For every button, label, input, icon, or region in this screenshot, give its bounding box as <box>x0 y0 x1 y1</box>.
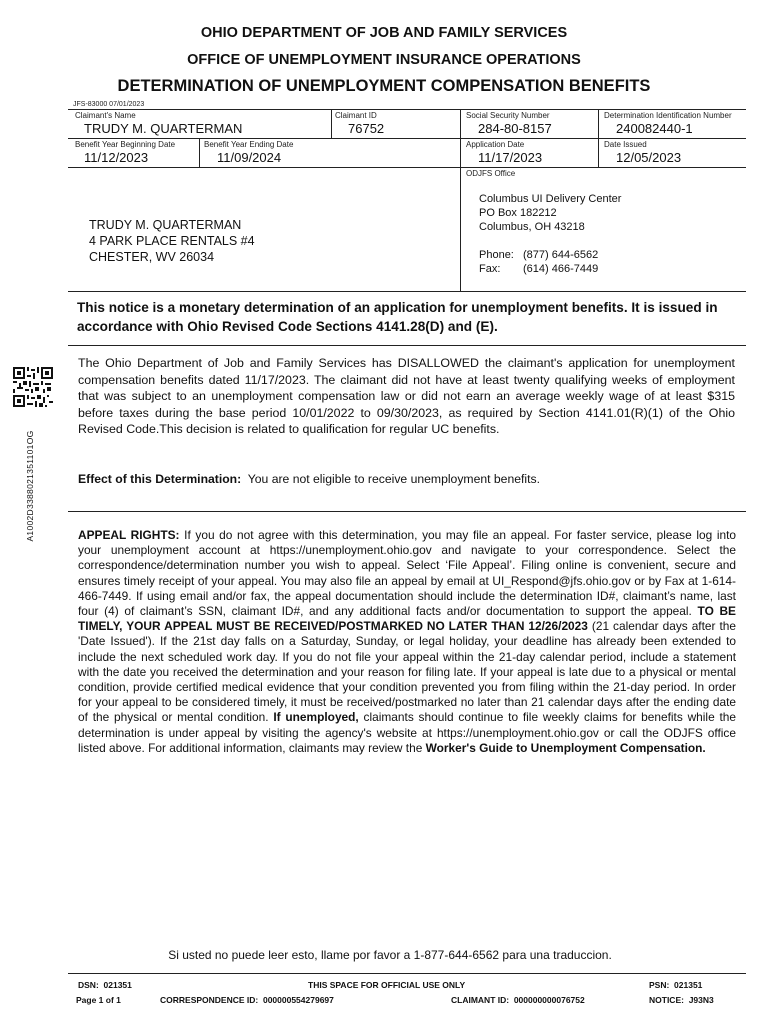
notice-statement: This notice is a monetary determination of an application for unemployment benefits. It is issued in accordance with Ohio Revised Code Sections 4141.28(D) and (E). <box>77 300 718 334</box>
official-use-note: THIS SPACE FOR OFFICIAL USE ONLY <box>308 980 466 990</box>
phone-label: Phone: <box>479 249 514 261</box>
barcode-text: A1002D3388021351101OG <box>25 430 35 542</box>
footer-divider <box>68 973 746 974</box>
determination-paragraph: The Ohio Department of Job and Family Services has DISALLOWED the claimant's application for unemployment compensation benefits dated 11/17/2023. The claimant did not have at least twenty qualifying weeks of employment that was subject to an unemployment compensation law or did not earn an average weekly wage of at least $315 before taxes during the base period 10/01/2022 to 09/30/2023, as required by Section 4141.01(R)(1) of the Ohio Revised Code.This decision is related to qualification for regular UC benefits. <box>78 356 735 436</box>
effect-statement <box>78 472 540 486</box>
spanish-translation-note: Si usted no puede leer esto, llame por favor a 1-877-644-6562 para una traduccion. <box>168 948 612 962</box>
section-divider <box>68 345 746 346</box>
correspondence-id <box>160 995 334 1005</box>
notice-code-label: NOTICE: <box>649 995 684 1005</box>
footer-claimant-id-value: 000000000076752 <box>513 995 585 1005</box>
grid-line-row3 <box>68 167 746 168</box>
phone-number: (877) 644-6562 <box>523 249 599 261</box>
determination-id-label: Determination Identification Number <box>604 111 732 120</box>
claimant-name: TRUDY M. QUARTERMAN <box>84 121 243 136</box>
claimant-name-label: Claimant's Name <box>75 111 136 120</box>
appeal-text: claimants should continue to file weekly claims for benefits while the determination is under appeal by visiting the agency's website at https://unemployment.ohio.gov or call the ODJFS office listed above. For additional information, claimants may review the <box>78 710 737 755</box>
grid-line-bottom <box>68 291 746 292</box>
application-date-label: Application Date <box>466 140 525 149</box>
effect-text: You are not eligible to receive unemployment benefits. <box>247 472 540 486</box>
footer-claimant-id <box>451 995 585 1005</box>
grid-line-top <box>68 109 746 110</box>
page-number: Page 1 of 1 <box>76 995 121 1005</box>
effect-label: Effect of this Determination: <box>78 472 242 486</box>
office-line: Columbus, OH 43218 <box>479 221 585 233</box>
dsn-label: DSN: <box>78 980 99 990</box>
benefit-year-begin-label: Benefit Year Beginning Date <box>75 140 176 149</box>
address-line: CHESTER, WV 26034 <box>89 250 215 264</box>
mailing-address <box>89 217 255 265</box>
grid-divider <box>331 109 332 138</box>
ssn-label: Social Security Number <box>466 111 550 120</box>
dsn <box>78 980 132 990</box>
date-issued: 12/05/2023 <box>616 150 682 165</box>
form-id: JFS-83000 07/01/2023 <box>73 101 145 108</box>
date-issued-label: Date Issued <box>604 140 647 149</box>
footer-claimant-id-label: CLAIMANT ID: <box>451 995 510 1005</box>
appeal-title: APPEAL RIGHTS: <box>78 528 180 542</box>
application-date: 11/17/2023 <box>478 150 543 165</box>
correspondence-id-label: CORRESPONDENCE ID: <box>160 995 259 1005</box>
fax-number: (614) 466-7449 <box>523 263 599 275</box>
section-divider <box>68 511 746 512</box>
office-address <box>479 192 621 234</box>
psn <box>649 980 702 990</box>
address-line: 4 PARK PLACE RENTALS #4 <box>89 234 255 248</box>
office-title: OFFICE OF UNEMPLOYMENT INSURANCE OPERATIONS <box>187 52 581 68</box>
psn-value: 021351 <box>674 980 703 990</box>
benefit-year-end: 11/09/2024 <box>217 150 282 165</box>
benefit-year-end-label: Benefit Year Ending Date <box>204 140 294 149</box>
appeal-deadline: TO BE TIMELY, YOUR APPEAL MUST BE RECEIVED/POSTMARKED NO LATER THAN 12/26/2023 <box>78 604 736 634</box>
appeal-text: If you do not agree with this determination, you may file an appeal. For faster service, please log into your unemployment account at https://unemployment.ohio.gov and navigate to your correspondence. Select the correspondence/determination number you wish to appeal. Select ‘File Appeal’. Filing online is convenient, secure and ensures timely receipt of your appeal. You may also file an appeal by email at UI_Respond@jfs.ohio.gov or by Fax at 1-614-466-7449. If using email and/or fax, the appeal documentation should include the determination ID#, claimant’s name, last four (4) of claimant’s SSN, claimant ID#, and any additional facts and/or documentation to support the appeal. <box>78 528 737 619</box>
grid-line-row2 <box>68 138 746 139</box>
ssn: 284-80-8157 <box>478 121 552 136</box>
determination-id: 240082440-1 <box>616 121 693 136</box>
correspondence-id-value: 000000554279697 <box>262 995 334 1005</box>
address-line: TRUDY M. QUARTERMAN <box>89 218 242 232</box>
appeal-rights <box>78 528 736 756</box>
office-line: Columbus UI Delivery Center <box>479 193 622 205</box>
benefit-year-begin: 11/12/2023 <box>84 150 149 165</box>
notice-code-value: J93N3 <box>688 995 714 1005</box>
grid-divider <box>460 109 461 291</box>
workers-guide: Worker's Guide to Unemployment Compensation. <box>425 740 706 755</box>
claimant-id-label: Claimant ID <box>335 111 377 120</box>
fax-label: Fax: <box>479 263 501 275</box>
agency-title: OHIO DEPARTMENT OF JOB AND FAMILY SERVICES <box>200 25 568 41</box>
grid-divider <box>199 138 200 167</box>
office-line: PO Box 182212 <box>479 207 557 219</box>
appeal-text: (21 calendar days after the 'Date Issued'). If the 21st day falls on a Saturday, Sunday, or legal holiday, your deadline has already been extended to include the next scheduled work day. If you do not file your appeal within the 21-day calendar period, include a statement with the date you received the determination and your reason for filing late. If your appeal is late due to a physical or mental condition, provide certified medical evidence that your condition prevented you from filing within the 21-day period. In order for your appeal to be considered timely, it must be received/postmarked no later than 21 calendar days after the ending date of the physical or mental condition. <box>78 619 736 725</box>
grid-divider <box>598 109 599 167</box>
qr-code-icon <box>13 367 53 407</box>
notice-code <box>649 995 714 1005</box>
odjfs-office-label: ODJFS Office <box>466 169 516 178</box>
office-contact <box>479 248 598 276</box>
dsn-value: 021351 <box>103 980 132 990</box>
document-title: DETERMINATION OF UNEMPLOYMENT COMPENSATION BENEFITS <box>117 77 651 95</box>
claimant-id: 76752 <box>348 121 385 136</box>
psn-label: PSN: <box>649 980 670 990</box>
appeal-unemployed: If unemployed, <box>273 710 359 725</box>
